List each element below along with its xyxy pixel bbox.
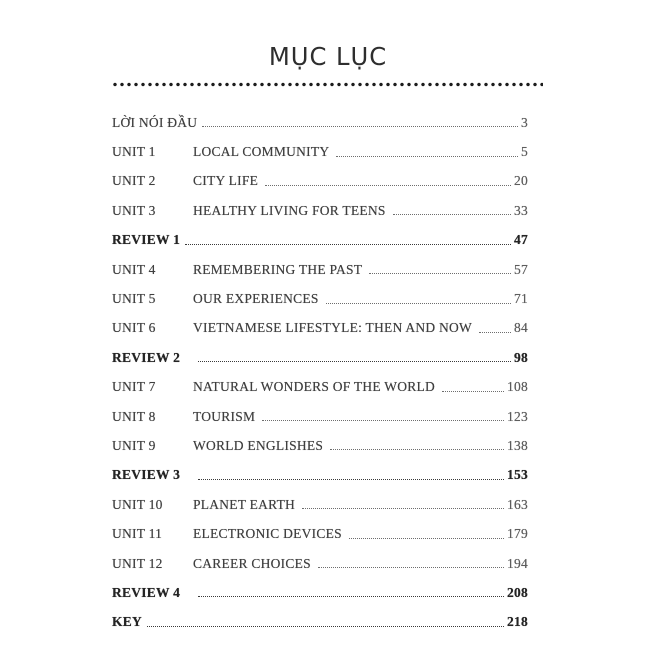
leader-dots [349, 538, 504, 539]
toc-row [112, 196, 528, 225]
leader-dots [198, 479, 504, 480]
toc-row [112, 343, 528, 372]
toc-row [112, 490, 528, 519]
leader-dots [336, 156, 518, 157]
row-label: UNIT 8 [112, 408, 156, 424]
row-label: REVIEW 1 [112, 232, 181, 248]
leader-dots [479, 332, 511, 333]
row-label: UNIT 1 [112, 144, 156, 160]
page-number: 47 [514, 232, 528, 248]
page-number: 20 [514, 173, 528, 189]
page-number: 153 [507, 467, 528, 483]
row-label: UNIT 7 [112, 379, 156, 395]
toc-row [112, 284, 528, 313]
page-number: 5 [521, 144, 528, 160]
toc-row [112, 608, 528, 637]
leader-dots [147, 626, 504, 627]
page-number: 138 [507, 437, 528, 453]
row-title: HEALTHY LIVING FOR TEENS [193, 202, 386, 218]
leader-dots [318, 567, 504, 568]
leader-dots [326, 303, 511, 304]
toc-row [112, 578, 528, 607]
toc-row [112, 519, 528, 548]
toc-row [112, 167, 528, 196]
row-title: CITY LIFE [193, 173, 259, 189]
page-number: 84 [514, 320, 528, 336]
leader-dots [265, 185, 511, 186]
leader-dots [198, 596, 504, 597]
toc-row [112, 431, 528, 460]
toc-row [112, 226, 528, 255]
row-label: UNIT 6 [112, 320, 156, 336]
toc-row [112, 137, 528, 166]
leader-dots [369, 273, 511, 274]
toc-row [112, 461, 528, 490]
leader-dots [185, 244, 511, 245]
row-title: REMEMBERING THE PAST [193, 261, 363, 277]
row-label: REVIEW 4 [112, 584, 181, 600]
toc-row [112, 402, 528, 431]
page-number: 123 [507, 408, 528, 424]
row-label: REVIEW 3 [112, 467, 181, 483]
row-label: UNIT 2 [112, 173, 156, 189]
leader-dots [393, 214, 511, 215]
toc-row [112, 255, 528, 284]
toc-row [112, 549, 528, 578]
row-label: UNIT 11 [112, 526, 163, 542]
row-title: WORLD ENGLISHES [193, 437, 324, 453]
row-label: KEY [112, 614, 143, 630]
page-number: 98 [514, 349, 528, 365]
page-number: 33 [514, 202, 528, 218]
row-title: CAREER CHOICES [193, 555, 311, 571]
row-label: REVIEW 2 [112, 349, 181, 365]
row-label: UNIT 4 [112, 261, 156, 277]
leader-dots [330, 449, 504, 450]
dotted-separator [112, 81, 543, 88]
toc [112, 108, 528, 637]
leader-dots [442, 391, 504, 392]
page-number: 163 [507, 496, 528, 512]
page-number: 57 [514, 261, 528, 277]
row-title: OUR EXPERIENCES [193, 291, 319, 307]
leader-dots [262, 420, 504, 421]
row-label: UNIT 12 [112, 555, 163, 571]
page-number: 3 [521, 114, 528, 130]
leader-dots [198, 361, 511, 362]
page-number: 179 [507, 526, 528, 542]
page-title: MỤC LỤC [268, 42, 388, 71]
row-label: UNIT 9 [112, 437, 156, 453]
toc-row [112, 373, 528, 402]
row-title: ELECTRONIC DEVICES [193, 526, 342, 542]
row-title: LOCAL COMMUNITY [193, 144, 330, 160]
row-title: NATURAL WONDERS OF THE WORLD [193, 379, 436, 395]
page-number: 71 [514, 291, 528, 307]
row-title: PLANET EARTH [193, 496, 296, 512]
page-number: 194 [507, 555, 528, 571]
row-title: TOURISM [193, 408, 256, 424]
toc-row [112, 314, 528, 343]
row-label: UNIT 3 [112, 202, 156, 218]
row-label: UNIT 5 [112, 291, 156, 307]
page-number: 108 [507, 379, 528, 395]
row-label: UNIT 10 [112, 496, 163, 512]
leader-dots [302, 508, 504, 509]
toc-row [112, 108, 528, 137]
page-number: 208 [507, 584, 528, 600]
row-title: VIETNAMESE LIFESTYLE: THEN AND NOW [193, 320, 472, 336]
page-number: 218 [507, 614, 528, 630]
leader-dots [202, 126, 518, 127]
row-label: LỜI NÓI ĐẦU [112, 114, 198, 130]
